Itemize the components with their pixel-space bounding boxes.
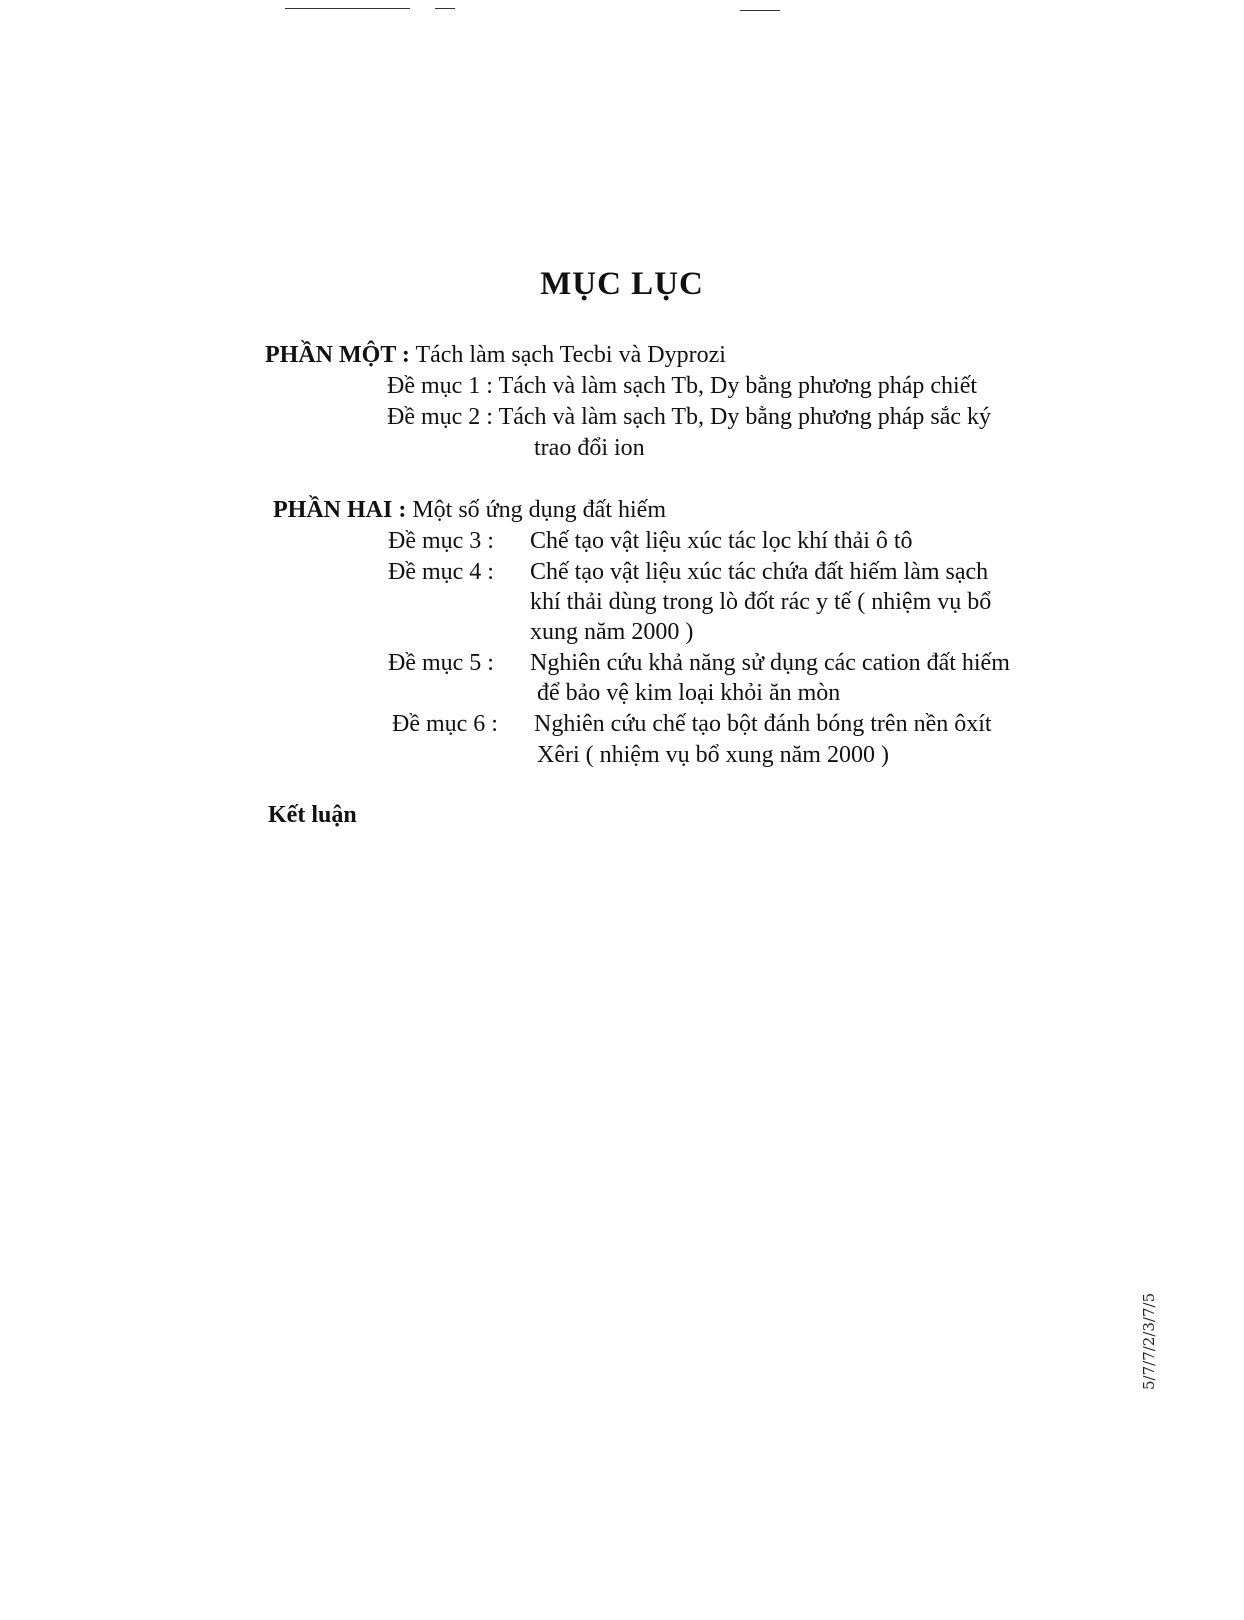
part1-heading-line xyxy=(265,340,726,370)
part1-item-1-text: Tách và làm sạch Tb, Dy bằng phương pháp chiết xyxy=(498,373,978,399)
part2-item-5-label: Đề mục 5 : xyxy=(388,650,494,676)
part2-item-3-text: Chế tạo vật liệu xúc tác lọc khí thải ô tô xyxy=(530,528,913,554)
part2-item-3 xyxy=(388,526,913,556)
scan-artifact-top-2 xyxy=(435,8,455,9)
part1-item-2-label: Đề mục 2 : xyxy=(387,404,493,430)
part2-item-6-label: Đề mục 6 : xyxy=(392,711,498,737)
part2-item-3-label: Đề mục 3 : xyxy=(388,528,494,554)
part2-item-6-cont: Xêri ( nhiệm vụ bổ xung năm 2000 ) xyxy=(537,742,889,768)
part2-text: Một số ứng dụng đất hiếm xyxy=(412,497,666,523)
part2-heading: PHẦN HAI : xyxy=(273,497,407,523)
part2-item-4-text: Chế tạo vật liệu xúc tác chứa đất hiếm làm sạch xyxy=(530,559,989,585)
scan-artifact-top xyxy=(285,8,410,9)
scan-artifact-top-3 xyxy=(740,10,780,11)
part2-item-4-label: Đề mục 4 : xyxy=(388,559,494,585)
handwritten-note: 5/7/7/2/3/7/5 xyxy=(1140,1292,1158,1390)
part2-item-4-cont-1: khí thải dùng trong lò đốt rác y tế ( nhiệm vụ bổ xyxy=(530,589,992,615)
part2-item-4-cont-2: xung năm 2000 ) xyxy=(530,619,694,645)
part2-item-4 xyxy=(388,557,988,587)
part1-text: Tách làm sạch Tecbi và Dyprozi xyxy=(415,342,726,368)
part2-item-5 xyxy=(388,648,1010,678)
part2-item-6-text: Nghiên cứu chế tạo bột đánh bóng trên nền ôxít xyxy=(534,711,992,737)
part2-item-5-text: Nghiên cứu khả năng sử dụng các cation đất hiếm xyxy=(530,650,1010,676)
part1-heading: PHẦN MỘT : xyxy=(265,342,410,368)
part2-heading-line xyxy=(273,495,666,525)
conclusion-heading: Kết luận xyxy=(268,802,357,828)
part1-item-2 xyxy=(387,402,991,432)
part1-item-2-cont: trao đổi ion xyxy=(534,435,645,461)
part1-item-1-label: Đề mục 1 : xyxy=(387,373,493,399)
page-title: MỤC LỤC xyxy=(540,266,704,302)
part1-item-1 xyxy=(387,371,977,401)
part2-item-5-cont: để bảo vệ kim loại khỏi ăn mòn xyxy=(537,680,841,706)
part2-item-6 xyxy=(392,709,992,739)
part1-item-2-text: Tách và làm sạch Tb, Dy bằng phương pháp sắc ký xyxy=(498,404,992,430)
